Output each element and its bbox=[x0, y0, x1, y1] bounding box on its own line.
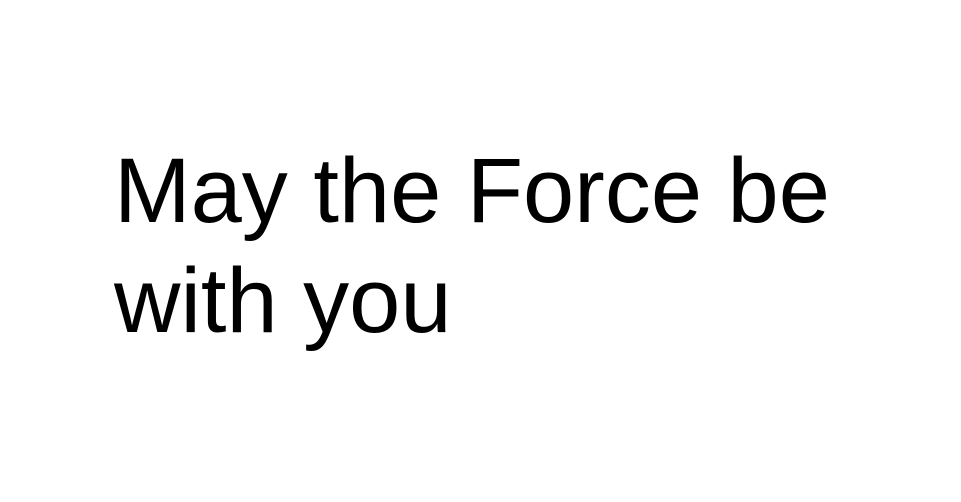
quote-line-2: with you bbox=[114, 250, 452, 352]
quote-text bbox=[114, 136, 914, 356]
quote-line-1: May the Force be bbox=[114, 140, 830, 242]
